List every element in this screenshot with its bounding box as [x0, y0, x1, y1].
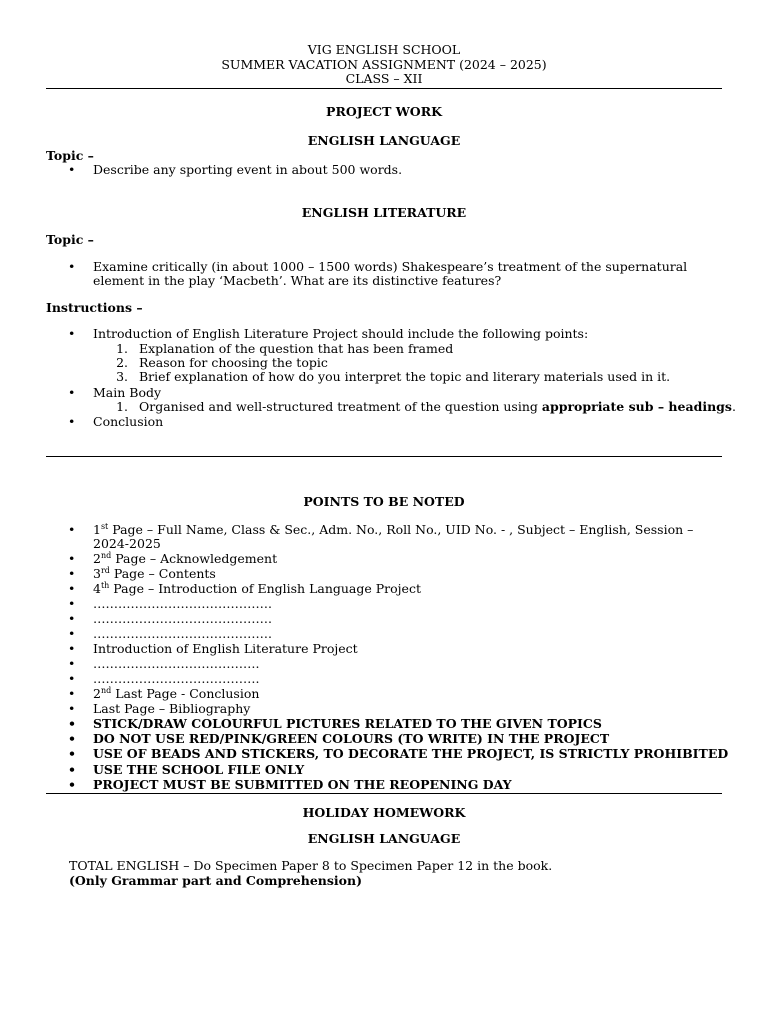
ordinal-suffix: rd — [100, 566, 110, 575]
holiday-title: HOLIDAY HOMEWORK — [302, 805, 466, 820]
intro-point-3: Brief explanation of how do you interpret the topic and literary materials used in it. — [139, 369, 671, 384]
intro-item: Introduction of English Literature Project should include the following points: — [93, 326, 589, 341]
points-title: POINTS TO BE NOTED — [303, 494, 465, 509]
bullet: • — [68, 641, 76, 656]
literature-topic-line-1: Examine critically (in about 1000 – 1500 words) Shakespeare’s treatment of the supernatural — [93, 259, 688, 274]
bullet: • — [68, 522, 76, 537]
conclusion-item: Conclusion — [93, 414, 164, 429]
second-page-line — [93, 551, 277, 566]
holiday-line-2: (Only Grammar part and Comprehension) — [69, 873, 362, 888]
first-page-text: Page – Full Name, Class & Sec., Adm. No., Roll No., UID No. - , Subject – English, Session – — [108, 522, 694, 537]
placeholder-dots: ……………………………………. — [93, 611, 272, 626]
bullet: • — [68, 626, 76, 641]
ordinal-number: 4 — [93, 581, 101, 596]
main-body-item: Main Body — [93, 385, 162, 400]
third-page-line — [93, 566, 216, 581]
list-number: 2. — [116, 355, 128, 370]
placeholder-dots: ……………………………………. — [93, 596, 272, 611]
second-page-text: Page – Acknowledgement — [111, 551, 278, 566]
section-divider — [46, 456, 722, 457]
assignment-title: SUMMER VACATION ASSIGNMENT (2024 – 2025) — [221, 57, 547, 72]
intro-literature-line: Introduction of English Literature Project — [93, 641, 358, 656]
bullet: • — [68, 414, 76, 429]
ordinal-suffix: th — [100, 581, 110, 590]
list-number: 1. — [116, 399, 128, 414]
bullet: • — [68, 596, 76, 611]
ordinal-number: 2 — [93, 551, 101, 566]
instructions-label: Instructions – — [46, 300, 143, 315]
holiday-line-1: TOTAL ENGLISH – Do Specimen Paper 8 to Specimen Paper 12 in the book. — [69, 858, 553, 873]
bullet: • — [68, 162, 76, 177]
ordinal-number: 1 — [93, 522, 101, 537]
main-body-point-text: Organised and well-structured treatment of the question using — [139, 399, 542, 414]
second-last-page-line — [93, 686, 259, 701]
header-divider — [46, 88, 722, 89]
ordinal-number: 2 — [93, 686, 101, 701]
english-literature-heading: ENGLISH LITERATURE — [301, 205, 467, 220]
ordinal-suffix: st — [100, 522, 109, 531]
bullet: • — [68, 746, 76, 761]
points-divider — [46, 793, 722, 794]
intro-point-2: Reason for choosing the topic — [139, 355, 328, 370]
bullet: • — [68, 385, 76, 400]
bullet: • — [68, 701, 76, 716]
second-last-page-text: Last Page - Conclusion — [111, 686, 260, 701]
bullet: • — [68, 611, 76, 626]
bullet: • — [68, 566, 76, 581]
rule-school-file: USE THE SCHOOL FILE ONLY — [93, 762, 305, 777]
list-number: 3. — [116, 369, 128, 384]
bullet: • — [68, 326, 76, 341]
rule-beads: USE OF BEADS AND STICKERS, TO DECORATE THE PROJECT, IS STRICTLY PROHIBITED — [93, 746, 729, 761]
class-label: CLASS – XII — [345, 71, 423, 86]
ordinal-suffix: nd — [100, 686, 112, 695]
main-body-point-end: . — [731, 399, 736, 414]
school-name: VIG ENGLISH SCHOOL — [307, 42, 461, 57]
literature-topic-line-2: element in the play ‘Macbeth’. What are its distinctive features? — [93, 273, 502, 288]
ordinal-suffix: nd — [100, 551, 112, 560]
holiday-subheading: ENGLISH LANGUAGE — [307, 831, 461, 846]
last-page-line: Last Page – Bibliography — [93, 701, 251, 716]
bullet: • — [68, 762, 76, 777]
bullet: • — [68, 716, 76, 731]
main-body-point — [139, 399, 736, 414]
bullet: • — [68, 731, 76, 746]
bullet: • — [68, 656, 76, 671]
bullet: • — [68, 777, 76, 792]
bullet: • — [68, 581, 76, 596]
list-number: 1. — [116, 341, 128, 356]
placeholder-dots: …………………………………. — [93, 656, 260, 671]
placeholder-dots: ……………………………………. — [93, 626, 272, 641]
project-work-title: PROJECT WORK — [326, 104, 442, 119]
ordinal-number: 3 — [93, 566, 101, 581]
fourth-page-text: Page – Introduction of English Language Project — [109, 581, 421, 596]
rule-colours: DO NOT USE RED/PINK/GREEN COLOURS (TO WRITE) IN THE PROJECT — [93, 731, 610, 746]
english-language-heading: ENGLISH LANGUAGE — [307, 133, 461, 148]
bullet: • — [68, 686, 76, 701]
rule-submission: PROJECT MUST BE SUBMITTED ON THE REOPENING DAY — [93, 777, 512, 792]
intro-point-1: Explanation of the question that has been framed — [139, 341, 454, 356]
third-page-text: Page – Contents — [109, 566, 216, 581]
main-body-point-emphasis: appropriate sub – headings — [541, 399, 732, 414]
language-topic-label: Topic – — [46, 148, 94, 163]
first-page-line — [93, 522, 693, 537]
placeholder-dots: …………………………………. — [93, 671, 260, 686]
bullet: • — [68, 551, 76, 566]
first-page-line-2: 2024-2025 — [93, 536, 161, 551]
language-topic-text: Describe any sporting event in about 500 words. — [93, 162, 403, 177]
rule-pictures: STICK/DRAW COLOURFUL PICTURES RELATED TO THE GIVEN TOPICS — [93, 716, 602, 731]
literature-topic-label: Topic – — [46, 232, 94, 247]
fourth-page-line — [93, 581, 421, 596]
bullet: • — [68, 259, 76, 274]
bullet: • — [68, 671, 76, 686]
